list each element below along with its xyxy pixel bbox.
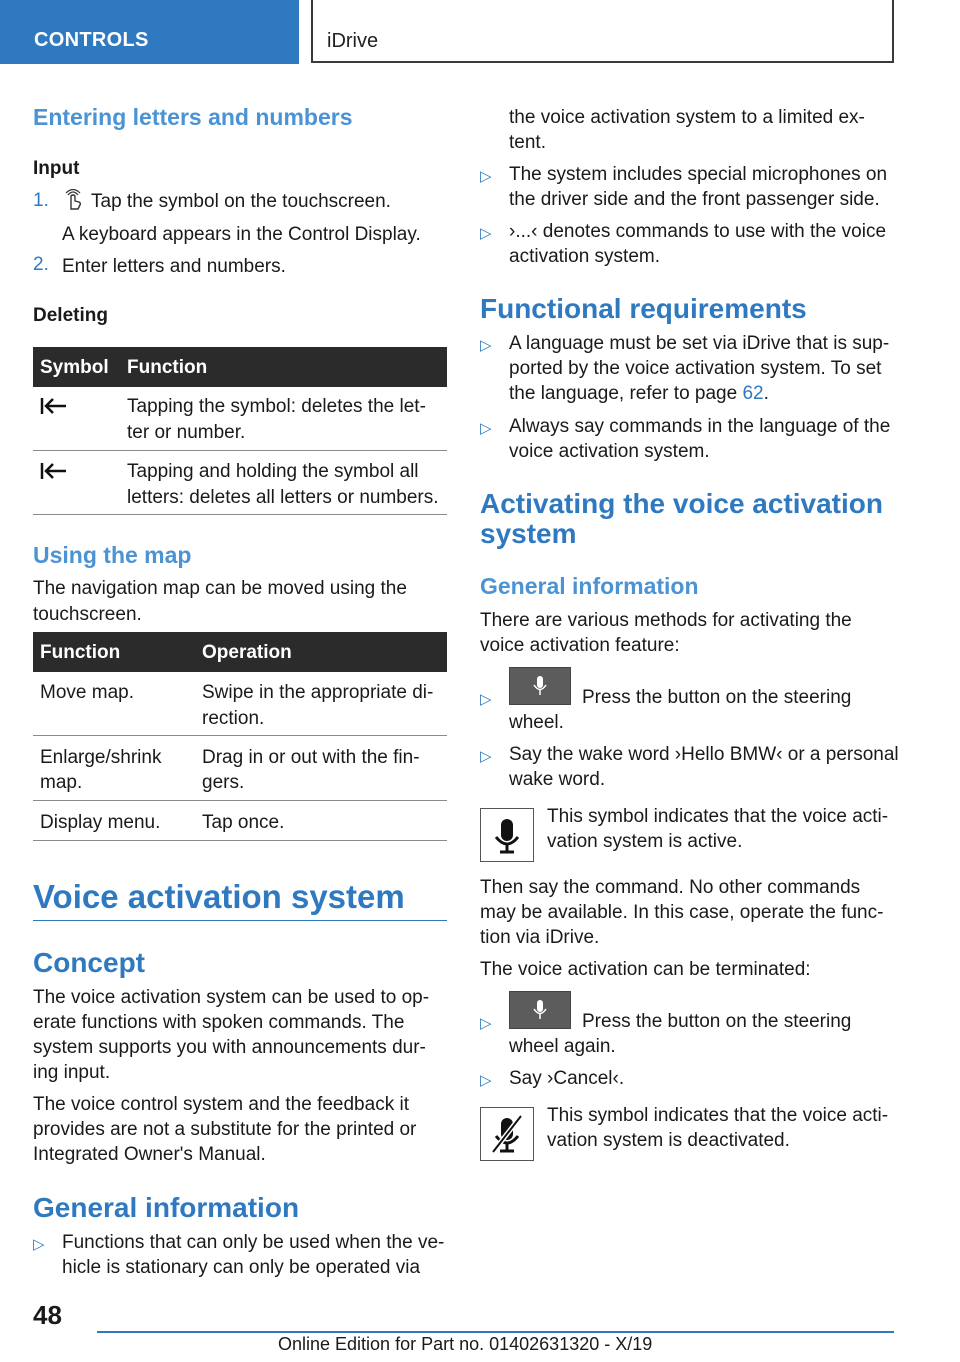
footer-edition: Online Edition for Part no. 01402631320 - X/19 (278, 1334, 653, 1354)
microphone-icon (509, 667, 571, 705)
bullet-text: ported by the voice activation system. To set (509, 358, 882, 379)
bullet-text: Always say commands in the language of the (509, 416, 891, 437)
microphone-off-icon (480, 1107, 534, 1161)
bullet-triangle-icon: ▷ (480, 748, 492, 765)
heading-voice-activation: Voice activation system (33, 878, 405, 915)
bullet-triangle-icon: ▷ (480, 168, 492, 185)
input-label: Input (33, 158, 80, 179)
step-text: Enter letters and numbers. (62, 256, 286, 277)
bullet-text: the driver side and the front passenger side. (509, 189, 880, 210)
table-cell: map. (40, 772, 83, 793)
heading-activating: Activating the voice activation (480, 488, 883, 519)
step-number: 2. (33, 254, 49, 275)
row-divider (33, 800, 447, 801)
table-cell: rection. (202, 708, 265, 729)
bullet-triangle-icon: ▷ (480, 691, 492, 708)
heading-entering: Entering letters and numbers (33, 104, 353, 130)
map-intro: touchscreen. (33, 604, 142, 625)
bullet-text: hicle is stationary can only be operated via (62, 1257, 421, 1278)
bullet-text: wheel. (509, 712, 564, 733)
concept-text: system supports you with announcements dur- (33, 1037, 426, 1058)
delete-table-header (33, 347, 447, 387)
table-cell: Display menu. (40, 812, 161, 833)
heading-rule (33, 920, 447, 921)
bullet-text: activation system. (509, 246, 660, 267)
header-symbol: Symbol (40, 357, 109, 378)
table-cell: Tapping the symbol: deletes the let- (127, 396, 426, 417)
row-divider (33, 450, 447, 451)
concept-text: The voice control system and the feedback it (33, 1094, 409, 1115)
table-cell: Tapping and holding the symbol all (127, 461, 419, 482)
body-text: Then say the command. No other commands (480, 877, 861, 898)
table-cell: Drag in or out with the fin- (202, 747, 420, 768)
map-intro: The navigation map can be moved using the (33, 578, 407, 599)
page-link[interactable]: 62 (742, 383, 764, 404)
concept-text: Integrated Owner's Manual. (33, 1144, 266, 1165)
chapter-title: iDrive (327, 30, 379, 52)
delete-all-icon (40, 461, 68, 486)
hand-touch-icon (62, 189, 84, 216)
header-function: Function (40, 642, 121, 663)
map-table-header (33, 632, 447, 672)
bullet-triangle-icon: ▷ (480, 420, 492, 437)
header-function: Function (127, 357, 208, 378)
note-text: vation system is active. (547, 831, 743, 852)
bullet-text: tent. (509, 132, 546, 153)
chapter-header (311, 0, 894, 63)
bullet-triangle-icon: ▷ (480, 1072, 492, 1089)
bullet-text: wake word. (509, 769, 606, 790)
bullet-text: the language, refer to page 62. (509, 383, 769, 404)
body-text: may be available. In this case, operate the func- (480, 902, 884, 923)
concept-text: erate functions with spoken commands. The (33, 1012, 405, 1033)
heading-functional-requirements: Functional requirements (480, 293, 807, 324)
concept-text: provides are not a substitute for the printed or (33, 1119, 417, 1140)
microphone-icon (509, 991, 571, 1029)
section-tab (0, 0, 299, 64)
bullet-triangle-icon: ▷ (480, 1015, 492, 1032)
bullet-text: Say the wake word ›Hello BMW‹ or a personal (509, 744, 899, 765)
table-cell: ter or number. (127, 422, 246, 443)
page-number: 48 (33, 1300, 62, 1330)
bullet-text: voice activation system. (509, 441, 710, 462)
table-cell: letters: deletes all letters or numbers. (127, 487, 439, 508)
bullet-text: A language must be set via iDrive that is sup- (509, 333, 890, 354)
table-cell: gers. (202, 772, 245, 793)
bullet-text: Press the button on the steering (582, 1011, 852, 1032)
row-divider (33, 735, 447, 736)
heading-general-info: General information (33, 1192, 300, 1223)
intro-text: voice activation feature: (480, 635, 680, 656)
bullet-text: the voice activation system to a limited ex- (509, 107, 865, 128)
footer-rule (97, 1331, 894, 1333)
note-text: This symbol indicates that the voice acti- (547, 1105, 889, 1126)
bullet-text: ›...‹ denotes commands to use with the voice (509, 221, 887, 242)
note-text: vation system is deactivated. (547, 1130, 790, 1151)
bullet-text: Say ›Cancel‹. (509, 1068, 625, 1089)
bullet-text: Functions that can only be used when the ve- (62, 1232, 445, 1253)
bullet-text-part: the language, refer to page (509, 383, 743, 404)
heading-concept: Concept (33, 947, 145, 978)
step-text: Tap the symbol on the touchscreen. (91, 191, 391, 212)
microphone-active-icon (480, 808, 534, 862)
backspace-icon (40, 396, 68, 421)
bullet-triangle-icon: ▷ (33, 1236, 45, 1253)
table-cell: Tap once. (202, 812, 285, 833)
deleting-label: Deleting (33, 305, 108, 326)
note-text: This symbol indicates that the voice acti- (547, 806, 889, 827)
concept-text: ing input. (33, 1062, 111, 1083)
bullet-text: wheel again. (509, 1036, 616, 1057)
heading-using-map: Using the map (33, 542, 192, 568)
table-cell: Swipe in the appropriate di- (202, 682, 434, 703)
table-cell: Enlarge/shrink (40, 747, 162, 768)
step-number: 1. (33, 190, 49, 211)
intro-text: There are various methods for activating the (480, 610, 852, 631)
header-operation: Operation (202, 642, 292, 663)
section-title: CONTROLS (34, 29, 149, 51)
bullet-text: Press the button on the steering (582, 687, 852, 708)
heading-activating: system (480, 518, 577, 549)
body-text: The voice activation can be terminated: (480, 959, 811, 980)
bullet-triangle-icon: ▷ (480, 337, 492, 354)
body-text: tion via iDrive. (480, 927, 600, 948)
row-divider (33, 840, 447, 841)
bullet-text: The system includes special microphones on (509, 164, 888, 185)
row-divider (33, 514, 447, 515)
heading-general-info: General information (480, 573, 699, 599)
table-cell: Move map. (40, 682, 134, 703)
concept-text: The voice activation system can be used to op- (33, 987, 430, 1008)
bullet-triangle-icon: ▷ (480, 225, 492, 242)
step-subtext: A keyboard appears in the Control Display. (62, 224, 421, 245)
